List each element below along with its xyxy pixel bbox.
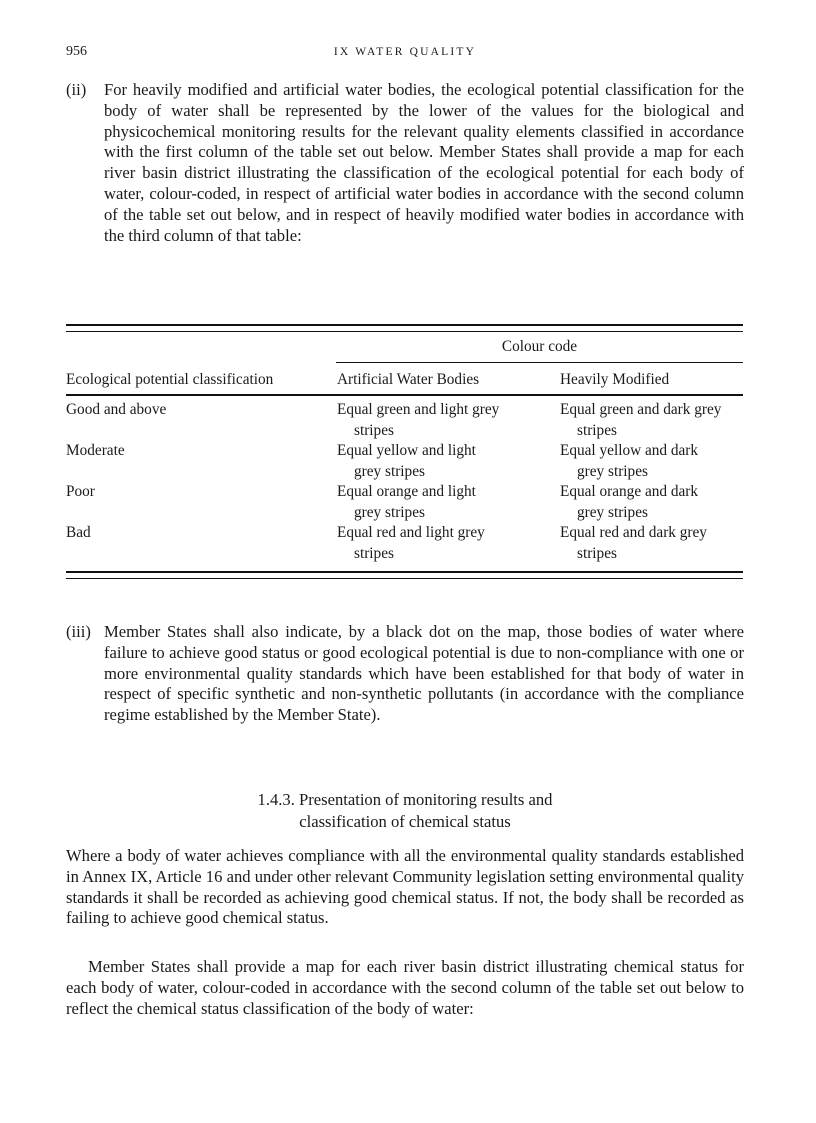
cell-line: Equal red and dark grey [560, 524, 707, 541]
section-heading-line: classification of chemical status [299, 812, 511, 831]
cell-line: Equal green and light grey [337, 401, 500, 418]
cell-line: grey stripes [577, 462, 648, 480]
cell-line: grey stripes [577, 503, 648, 521]
classification-cell: Good and above [66, 401, 167, 418]
classification-cell: Bad [66, 524, 91, 541]
header-rule [66, 394, 743, 396]
cell-line: grey stripes [354, 462, 425, 480]
table-top-rule [66, 324, 743, 332]
list-item-iii [66, 622, 744, 726]
column-header: Artificial Water Bodies [337, 371, 480, 388]
classification-cell: Moderate [66, 442, 125, 459]
section-heading-line: 1.4.3. Presentation of monitoring results and [257, 790, 553, 809]
heavily-modified-cell [560, 482, 750, 523]
cell-line: Equal orange and light [337, 483, 476, 500]
item-text: Member States shall also indicate, by a black dot on the map, those bodies of water where failure to achieve good status or good ecological potential is due to non-compliance with one or more environmental quality standards which have been established for that body of water in respect of specific synthetic and non-synthetic pollutants (in accordance with the compliance regime established by the Member State). [104, 622, 744, 725]
classification-cell: Poor [66, 483, 95, 500]
heavily-modified-cell [560, 400, 750, 441]
group-header-colour-code: Colour code [501, 338, 578, 355]
chapter-title: IX WATER QUALITY [333, 46, 477, 58]
group-header-rule [336, 362, 743, 363]
column-header: Heavily Modified [560, 371, 670, 388]
item-number: (ii) [66, 80, 87, 99]
artificial-cell [337, 441, 547, 482]
artificial-cell [337, 400, 547, 441]
item-text: For heavily modified and artificial water bodies, the ecological potential classification for the body of water shall be represented by the lower of the values for the biological and physicochemical monitoring results for the relevant quality elements classified in accordance with the first column of the table set out below. Member States shall provide a map for each river basin district illustrating the classification of the ecological potential for each body of water, colour-coded, in respect of artificial water bodies in accordance with the second column of the table set out below, and in respect of heavily modified water bodies in accordance with the third column of that table: [104, 80, 744, 245]
cell-line: Equal red and light grey [337, 524, 485, 541]
cell-line: stripes [577, 421, 617, 439]
heavily-modified-cell [560, 523, 750, 564]
running-head [66, 44, 744, 64]
body-paragraph: Member States shall provide a map for each river basin district illustrating chemical status for each body of water, colour-coded in accordance with the second column of the table set out below to reflect the chemical status classification of the body of water: [66, 957, 744, 1018]
body-paragraph: Where a body of water achieves compliance with all the environmental quality standards established in Annex IX, Article 16 and under other relevant Community legislation setting environmental quality standards it shall be recorded as achieving good chemical status. If not, the body shall be recorded as failing to achieve good chemical status. [66, 846, 744, 928]
cell-line: stripes [577, 544, 617, 562]
column-header: Ecological potential classification [66, 371, 274, 388]
section-heading [66, 789, 744, 833]
cell-line: Equal green and dark grey [560, 401, 722, 418]
heavily-modified-cell [560, 441, 750, 482]
item-number: (iii) [66, 622, 91, 641]
colour-code-table [66, 324, 743, 578]
cell-line: stripes [354, 421, 394, 439]
list-item-ii [66, 80, 744, 246]
page-number: 956 [66, 44, 87, 59]
cell-line: Equal yellow and light [337, 442, 476, 459]
cell-line: Equal orange and dark [560, 483, 699, 500]
table-bottom-rule [66, 571, 743, 579]
cell-line: stripes [354, 544, 394, 562]
artificial-cell [337, 482, 547, 523]
cell-line: Equal yellow and dark [560, 442, 699, 459]
cell-line: grey stripes [354, 503, 425, 521]
artificial-cell [337, 523, 547, 564]
